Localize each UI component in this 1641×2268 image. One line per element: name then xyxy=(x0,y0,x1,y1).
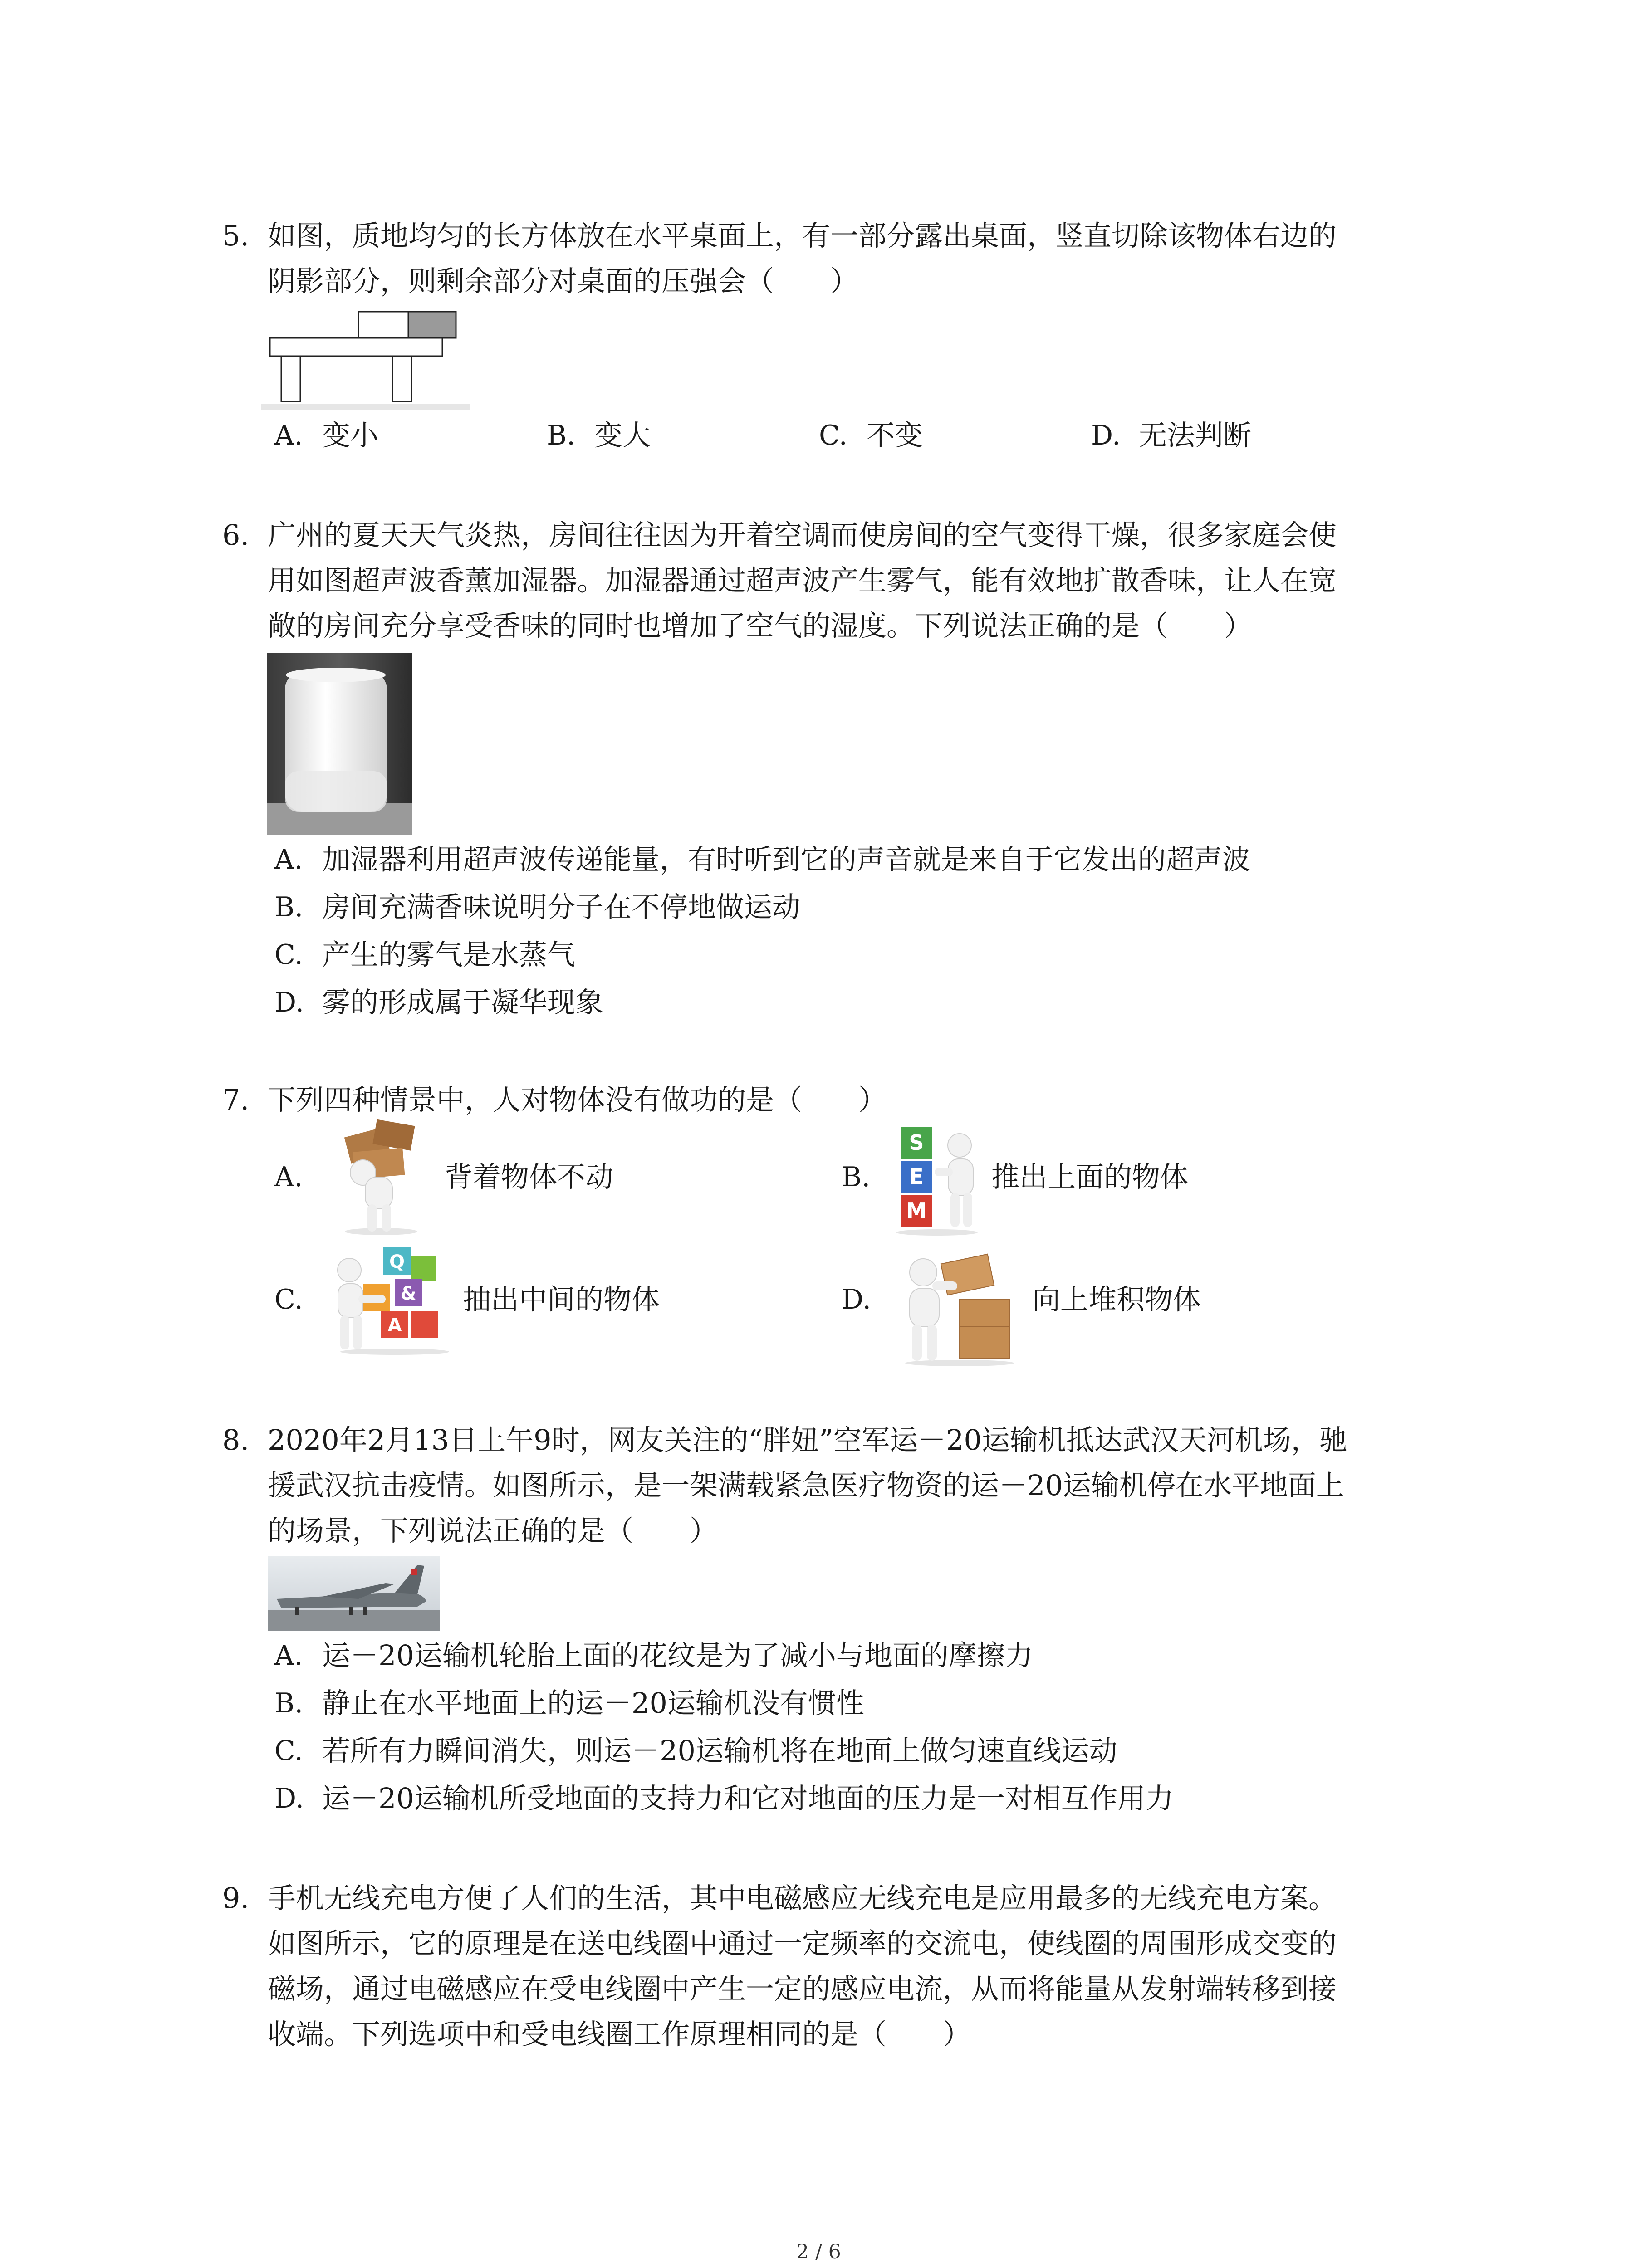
q7-option-d-figure-stacking-boxes xyxy=(892,1241,1028,1368)
q5-option-c-letter: C. xyxy=(819,420,847,451)
q9-stem-line-1: 手机无线充电方便了人们的生活，其中电磁感应无线充电是应用最多的无线充电方案。 xyxy=(268,1882,1337,1915)
q5-option-a-text: 变小 xyxy=(322,419,379,452)
q7-option-c-letter: C. xyxy=(274,1284,303,1315)
q5-option-d-letter: D. xyxy=(1091,420,1121,451)
q8-stem-line-2: 援武汉抗击疫情。如图所示，是一架满载紧急医疗物资的运－20运输机停在水平地面上 xyxy=(268,1469,1344,1502)
q7-c-block-a: A xyxy=(387,1315,402,1336)
q7-option-d-letter: D. xyxy=(842,1284,872,1315)
q6-option-b-letter: B. xyxy=(274,891,304,923)
q6-option-d-text: 雾的形成属于凝华现象 xyxy=(322,986,604,1019)
q7-number: 7. xyxy=(222,1083,250,1116)
q7-option-a-figure-person-carrying-boxes xyxy=(327,1118,436,1236)
page-number: 2 / 6 xyxy=(796,2240,841,2263)
q6-stem-line-1: 广州的夏天天气炎热，房间往往因为开着空调而使房间的空气变得干燥，很多家庭会使 xyxy=(268,518,1337,552)
q8-option-a-text: 运－20运输机轮胎上面的花纹是为了减小与地面的摩擦力 xyxy=(322,1639,1033,1672)
q9-stem-line-2: 如图所示，它的原理是在送电线圈中通过一定频率的交流电，使线圈的周围形成交变的 xyxy=(268,1927,1337,1960)
q6-option-d-letter: D. xyxy=(274,987,304,1018)
q6-option-a-text: 加湿器利用超声波传递能量，有时听到它的声音就是来自于它发出的超声波 xyxy=(322,843,1251,876)
q5-number: 5. xyxy=(222,219,250,252)
q7-option-b-text: 推出上面的物体 xyxy=(991,1160,1189,1193)
q7-c-block-q: Q xyxy=(389,1251,405,1272)
q8-option-a-letter: A. xyxy=(274,1640,303,1672)
q8-option-d-letter: D. xyxy=(274,1783,304,1814)
q5-table-block-figure xyxy=(261,306,474,411)
q8-option-c-text: 若所有力瞬间消失，则运－20运输机将在地面上做匀速直线运动 xyxy=(322,1734,1117,1767)
q7-option-b-figure-sem-blocks xyxy=(892,1118,991,1236)
q7-b-block-e: E xyxy=(909,1164,924,1189)
q7-option-c-text: 抽出中间的物体 xyxy=(463,1283,660,1316)
q7-b-block-s: S xyxy=(909,1130,924,1155)
q6-option-a-letter: A. xyxy=(274,844,303,875)
q7-option-d-text: 向上堆积物体 xyxy=(1032,1283,1201,1316)
q8-option-c-letter: C. xyxy=(274,1735,303,1767)
q9-stem-line-3: 磁场，通过电磁感应在受电线圈中产生一定的感应电流，从而将能量从发射端转移到接 xyxy=(268,1972,1337,2005)
q7-c-block-amp: & xyxy=(400,1283,416,1304)
q7-stem: 下列四种情景中，人对物体没有做功的是（ ） xyxy=(268,1083,887,1116)
q7-b-block-m: M xyxy=(906,1198,927,1223)
q8-y20-aircraft-photo xyxy=(268,1556,440,1631)
q5-option-d-text: 无法判断 xyxy=(1139,419,1252,452)
q8-option-b-text: 静止在水平地面上的运－20运输机没有惯性 xyxy=(322,1686,864,1720)
q8-stem-line-1: 2020年2月13日上午9时，网友关注的“胖妞”空军运－20运输机抵达武汉天河机场，驰 xyxy=(268,1423,1347,1457)
q7-option-c-figure-qa-blocks xyxy=(327,1243,458,1356)
q5-option-b-text: 变大 xyxy=(594,419,651,452)
q8-option-b-letter: B. xyxy=(274,1687,304,1719)
q7-option-a-text: 背着物体不动 xyxy=(445,1160,614,1193)
q6-humidifier-photo xyxy=(267,653,412,835)
q8-number: 8. xyxy=(222,1423,250,1457)
q6-option-c-text: 产生的雾气是水蒸气 xyxy=(322,938,576,971)
q6-number: 6. xyxy=(222,518,250,552)
q9-stem-line-4: 收端。下列选项中和受电线圈工作原理相同的是（ ） xyxy=(268,2018,971,2051)
q7-option-b-letter: B. xyxy=(842,1161,871,1193)
q5-option-c-text: 不变 xyxy=(867,419,923,452)
q6-stem-line-2: 用如图超声波香薰加湿器。加湿器通过超声波产生雾气，能有效地扩散香味，让人在宽 xyxy=(268,564,1337,597)
q5-stem-line-1: 如图，质地均匀的长方体放在水平桌面上，有一部分露出桌面，竖直切除该物体右边的 xyxy=(268,219,1337,252)
q6-option-b-text: 房间充满香味说明分子在不停地做运动 xyxy=(322,890,801,924)
q6-option-c-letter: C. xyxy=(274,939,303,971)
q5-stem-line-2: 阴影部分，则剩余部分对桌面的压强会（ ） xyxy=(268,264,859,298)
q5-option-a-letter: A. xyxy=(274,420,303,451)
q6-stem-line-3: 敞的房间充分享受香味的同时也增加了空气的湿度。下列说法正确的是（ ） xyxy=(268,609,1253,642)
q5-option-b-letter: B. xyxy=(547,420,576,451)
q9-number: 9. xyxy=(222,1882,250,1915)
q7-option-a-letter: A. xyxy=(274,1161,303,1193)
q8-stem-line-3: 的场景，下列说法正确的是（ ） xyxy=(268,1514,718,1547)
q8-option-d-text: 运－20运输机所受地面的支持力和它对地面的压力是一对相互作用力 xyxy=(322,1782,1174,1815)
